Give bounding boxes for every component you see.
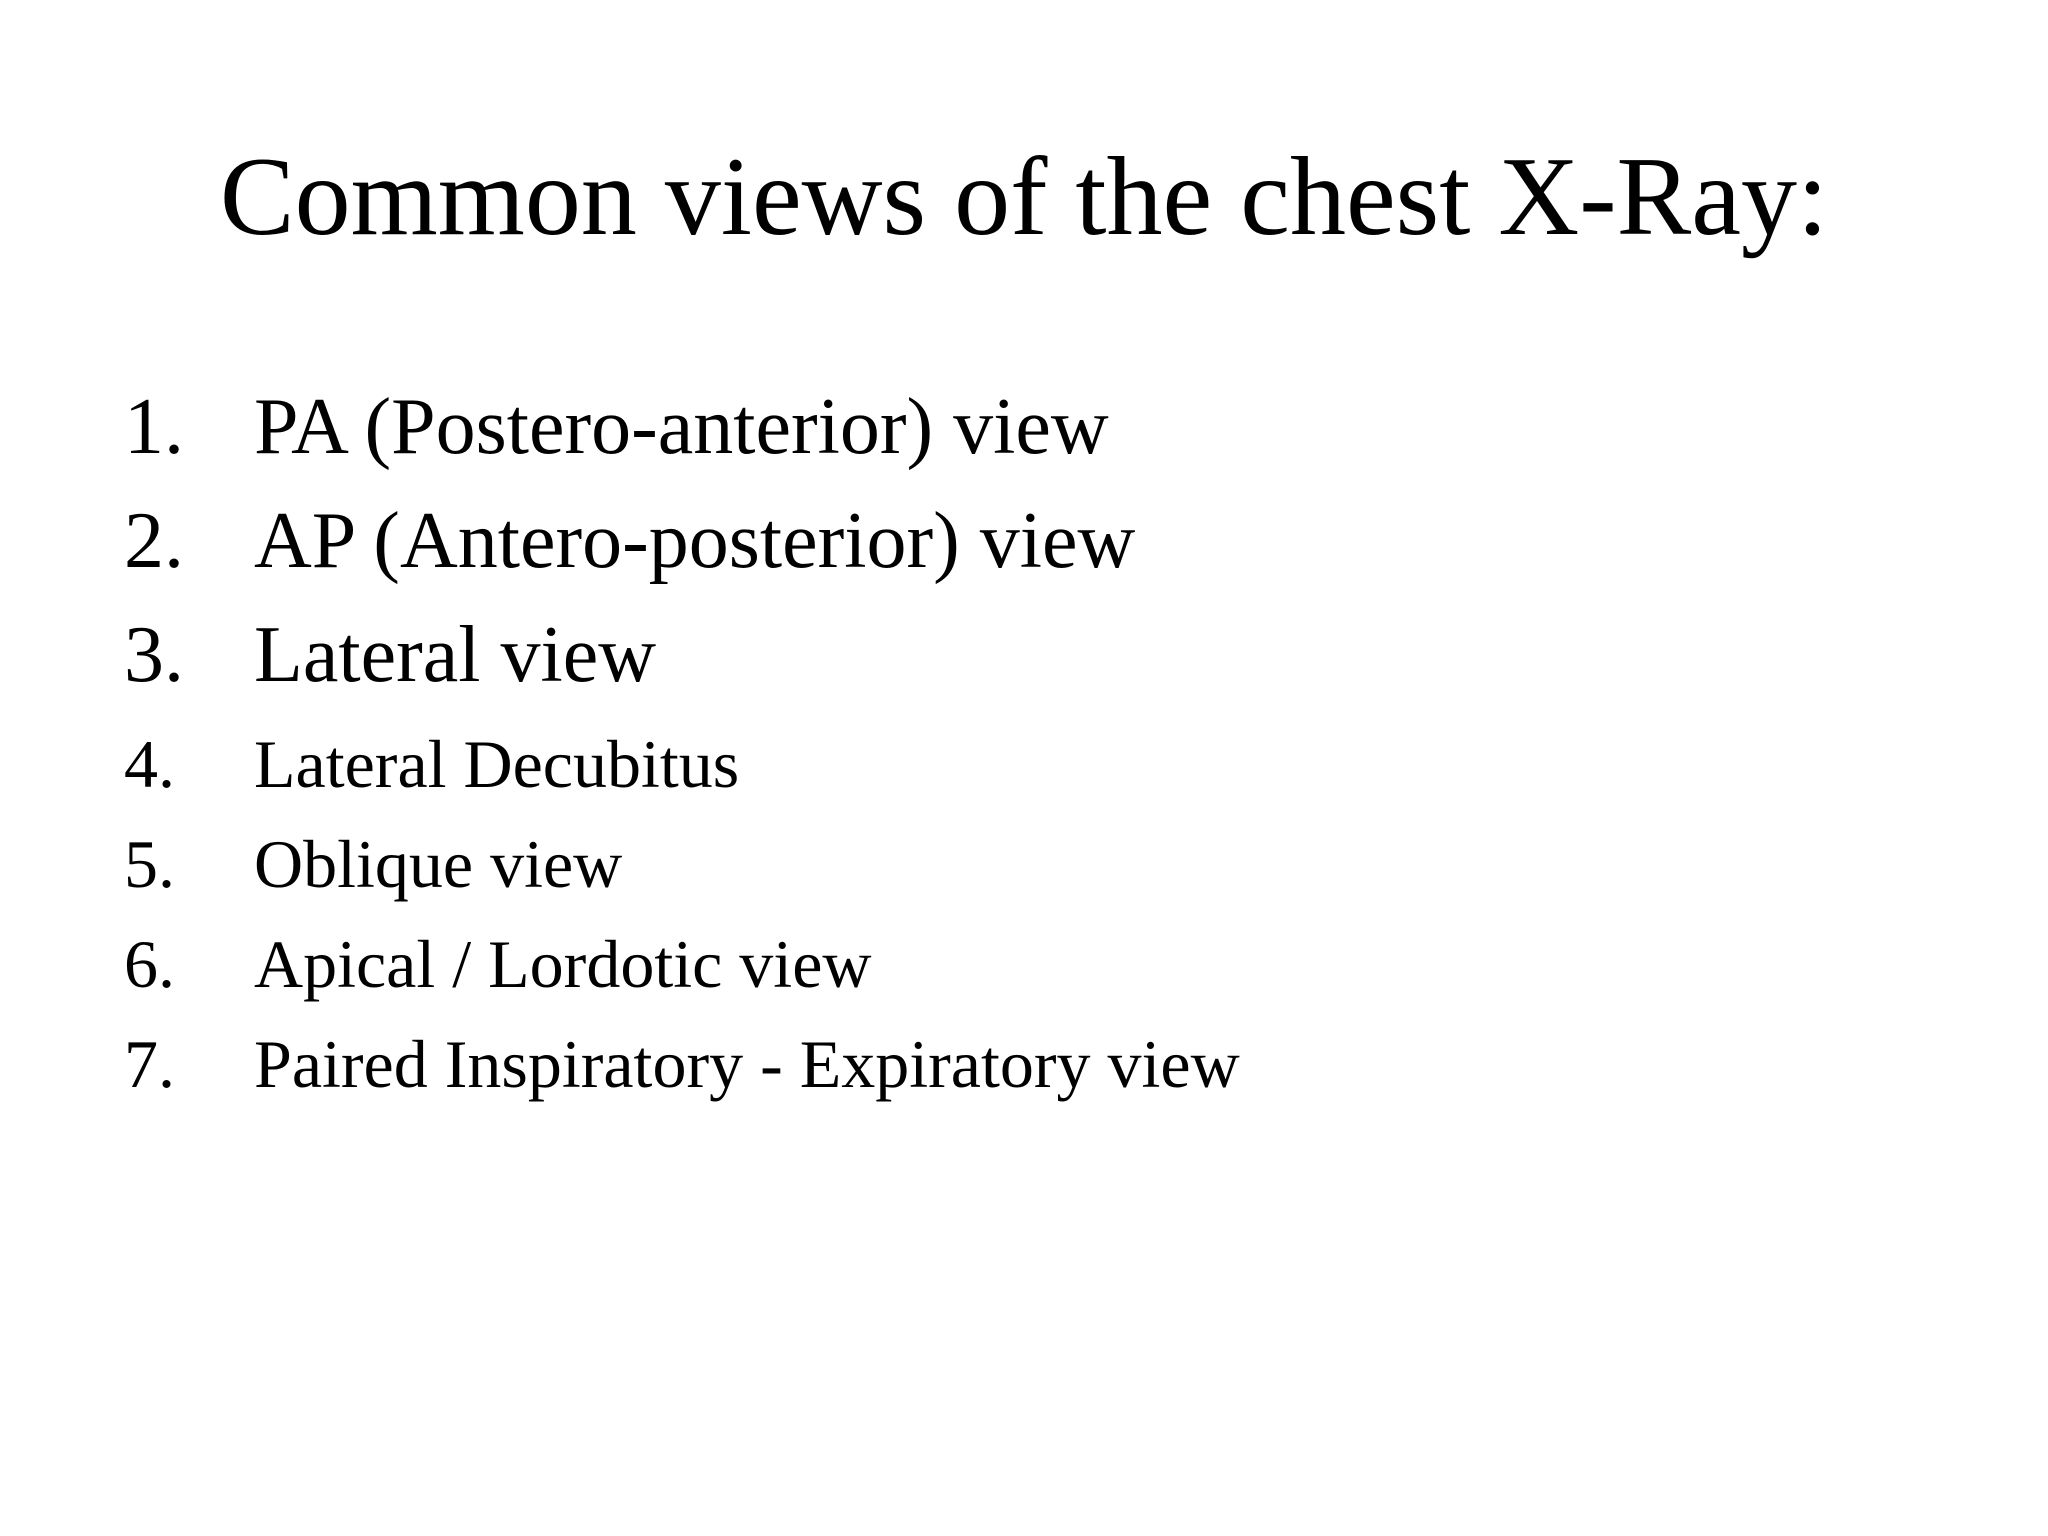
list-item-text: Lateral Decubitus	[254, 726, 740, 802]
slide-title: Common views of the chest X-Ray:	[219, 135, 1829, 259]
list-item-number: 7.	[124, 1026, 175, 1102]
list-item-text: Paired Inspiratory - Expiratory view	[254, 1026, 1240, 1102]
list-item	[124, 370, 1240, 484]
list-item-number: 1.	[124, 383, 184, 471]
list-item-text: AP (Antero-posterior) view	[254, 497, 1136, 585]
list-item	[124, 914, 1240, 1014]
list-item	[124, 814, 1240, 914]
list-item-number: 3.	[124, 611, 184, 699]
list-item	[124, 1014, 1240, 1114]
list-item-text: Apical / Lordotic view	[254, 926, 872, 1002]
list-item-number: 5.	[124, 826, 175, 902]
list-item	[124, 598, 1240, 712]
list-item-number: 2.	[124, 497, 184, 585]
list-item	[124, 484, 1240, 598]
list-item-text: Lateral view	[254, 611, 656, 699]
list-item	[124, 714, 1240, 814]
views-list	[124, 370, 1240, 1114]
list-item-text: Oblique view	[254, 826, 623, 902]
list-item-number: 6.	[124, 926, 175, 1002]
list-item-number: 4.	[124, 726, 175, 802]
list-item-text: PA (Postero-anterior) view	[254, 383, 1109, 471]
